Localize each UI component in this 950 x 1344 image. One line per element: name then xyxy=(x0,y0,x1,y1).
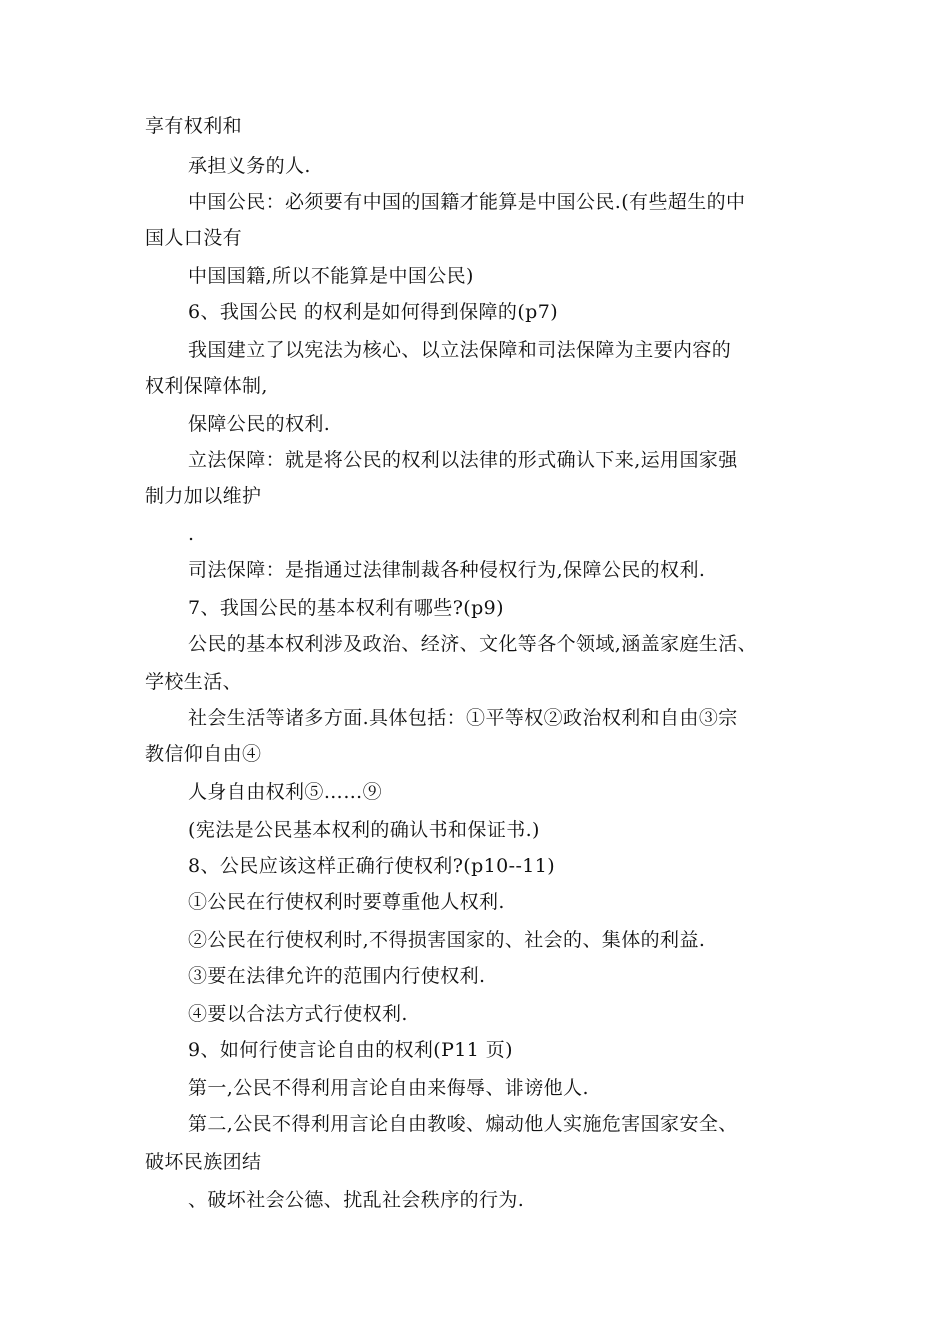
text-line: 第二,公民不得利用言论自由教唆、煽动他人实施危害国家安全、 xyxy=(188,1113,738,1135)
text-line: 司法保障：是指通过法律制裁各种侵权行为,保障公民的权利. xyxy=(188,559,706,581)
text-line: 立法保障：就是将公民的权利以法律的形式确认下来,运用国家强 xyxy=(188,449,738,471)
text-line: 教信仰自由④ xyxy=(145,743,262,765)
text-line: 国人口没有 xyxy=(145,227,243,249)
text-line: 中国国籍,所以不能算是中国公民) xyxy=(188,265,474,287)
text-line: 第一,公民不得利用言论自由来侮辱、诽谤他人. xyxy=(188,1077,589,1099)
text-line: . xyxy=(188,523,195,545)
text-line: 、破坏社会公德、扰乱社会秩序的行为. xyxy=(188,1189,525,1211)
text-line: (宪法是公民基本权利的确认书和保证书.) xyxy=(188,819,540,841)
section-heading: 7、我国公民的基本权利有哪些?(p9) xyxy=(188,597,504,619)
text-line: 权利保障体制, xyxy=(145,375,268,397)
text-line: 制力加以维护 xyxy=(145,485,262,507)
text-line: 社会生活等诸多方面.具体包括：①平等权②政治权利和自由③宗 xyxy=(188,707,738,729)
list-item: ①公民在行使权利时要尊重他人权利. xyxy=(188,891,505,913)
text-line: 享有权利和 xyxy=(145,115,243,137)
section-heading: 8、公民应该这样正确行使权利?(p10--11) xyxy=(188,855,556,877)
section-heading: 6、我国公民 的权利是如何得到保障的(p7) xyxy=(188,301,559,323)
text-line: 破坏民族团结 xyxy=(145,1151,262,1173)
text-line: 保障公民的权利. xyxy=(188,413,331,435)
text-line: 公民的基本权利涉及政治、经济、文化等各个领域,涵盖家庭生活、 xyxy=(188,633,758,655)
text-line: 承担义务的人. xyxy=(188,155,311,177)
text-line: 学校生活、 xyxy=(145,671,243,693)
list-item: ③要在法律允许的范围内行使权利. xyxy=(188,965,486,987)
list-item: ②公民在行使权利时,不得损害国家的、社会的、集体的利益. xyxy=(188,929,706,951)
text-line: 中国公民：必须要有中国的国籍才能算是中国公民.(有些超生的中 xyxy=(188,191,746,213)
text-line: 我国建立了以宪法为核心、以立法保障和司法保障为主要内容的 xyxy=(188,339,732,361)
section-heading: 9、如何行使言论自由的权利(P11 页) xyxy=(188,1039,513,1061)
text-line: 人身自由权利⑤……⑨ xyxy=(188,781,383,803)
list-item: ④要以合法方式行使权利. xyxy=(188,1003,408,1025)
